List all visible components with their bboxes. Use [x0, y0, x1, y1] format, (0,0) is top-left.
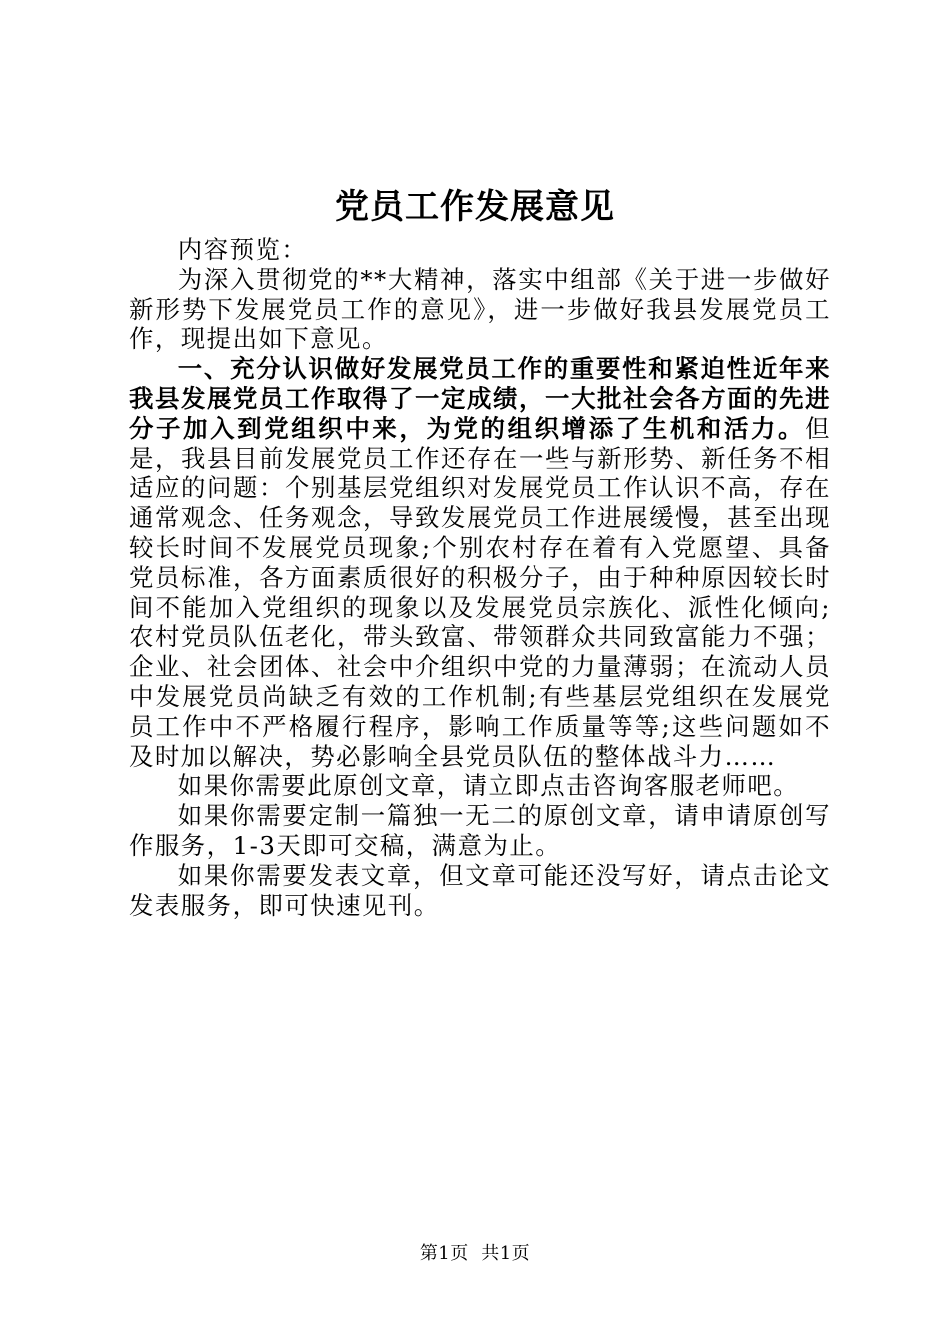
page-title: 党员工作发展意见 [335, 187, 615, 227]
notice-consult: 如果你需要此原创文章，请立即点击咨询客服老师吧。 [177, 771, 800, 801]
section-one-body: 但是，我县目前发展党员工作还存在一些与新形势、新任务不相适应的问题：个别基层党组织对发展党员工作认识不高，存在通常观念、任务观念，导致发展党员工作进展缓慢，甚至出现较长时间不发展党员现象;个别农村存在着有入党愿望、具备党员标准，各方面素质很好的积极分子，由于种种原因较长时间不能加入党组织的现象以及发展党员宗族化、派性化倾向;农村党员队伍老化，带头致富、带领群众共同致富能力不强；企业、社会团体、社会中介组织中党的力量薄弱；在流动人员中发展党员尚缺乏有效的工作机制;有些基层党组织在发展党员工作中不严格履行程序，影响工作质量等等;这些问题如不及时加以解决，势必影响全县党员队伍的整体战斗力…… [129, 413, 831, 771]
section-one-paragraph [129, 354, 831, 771]
notice-custom-writing: 如果你需要定制一篇独一无二的原创文章，请申请原创写作服务，1-3天即可交稿，满意为止。 [129, 801, 831, 860]
page-footer: 第1页 共1页 [419, 1243, 531, 1264]
intro-paragraph: 为深入贯彻党的**大精神，落实中组部《关于进一步做好新形势下发展党员工作的意见》，进一步做好我县发展党员工作，现提出如下意见。 [129, 264, 831, 354]
document-body [129, 235, 831, 920]
preview-label: 内容预览： [177, 235, 308, 264]
section-one-lead: 一、充分认识做好发展党员工作的重要性和紧迫性近年来我县发展党员工作取得了一定成绩，一大批社会各方面的先进分子加入到党组织中来，为党的组织增添了生机和活力。 [129, 354, 831, 443]
notice-publishing: 如果你需要发表文章，但文章可能还没写好，请点击论文发表服务，即可快速见刊。 [129, 860, 831, 920]
